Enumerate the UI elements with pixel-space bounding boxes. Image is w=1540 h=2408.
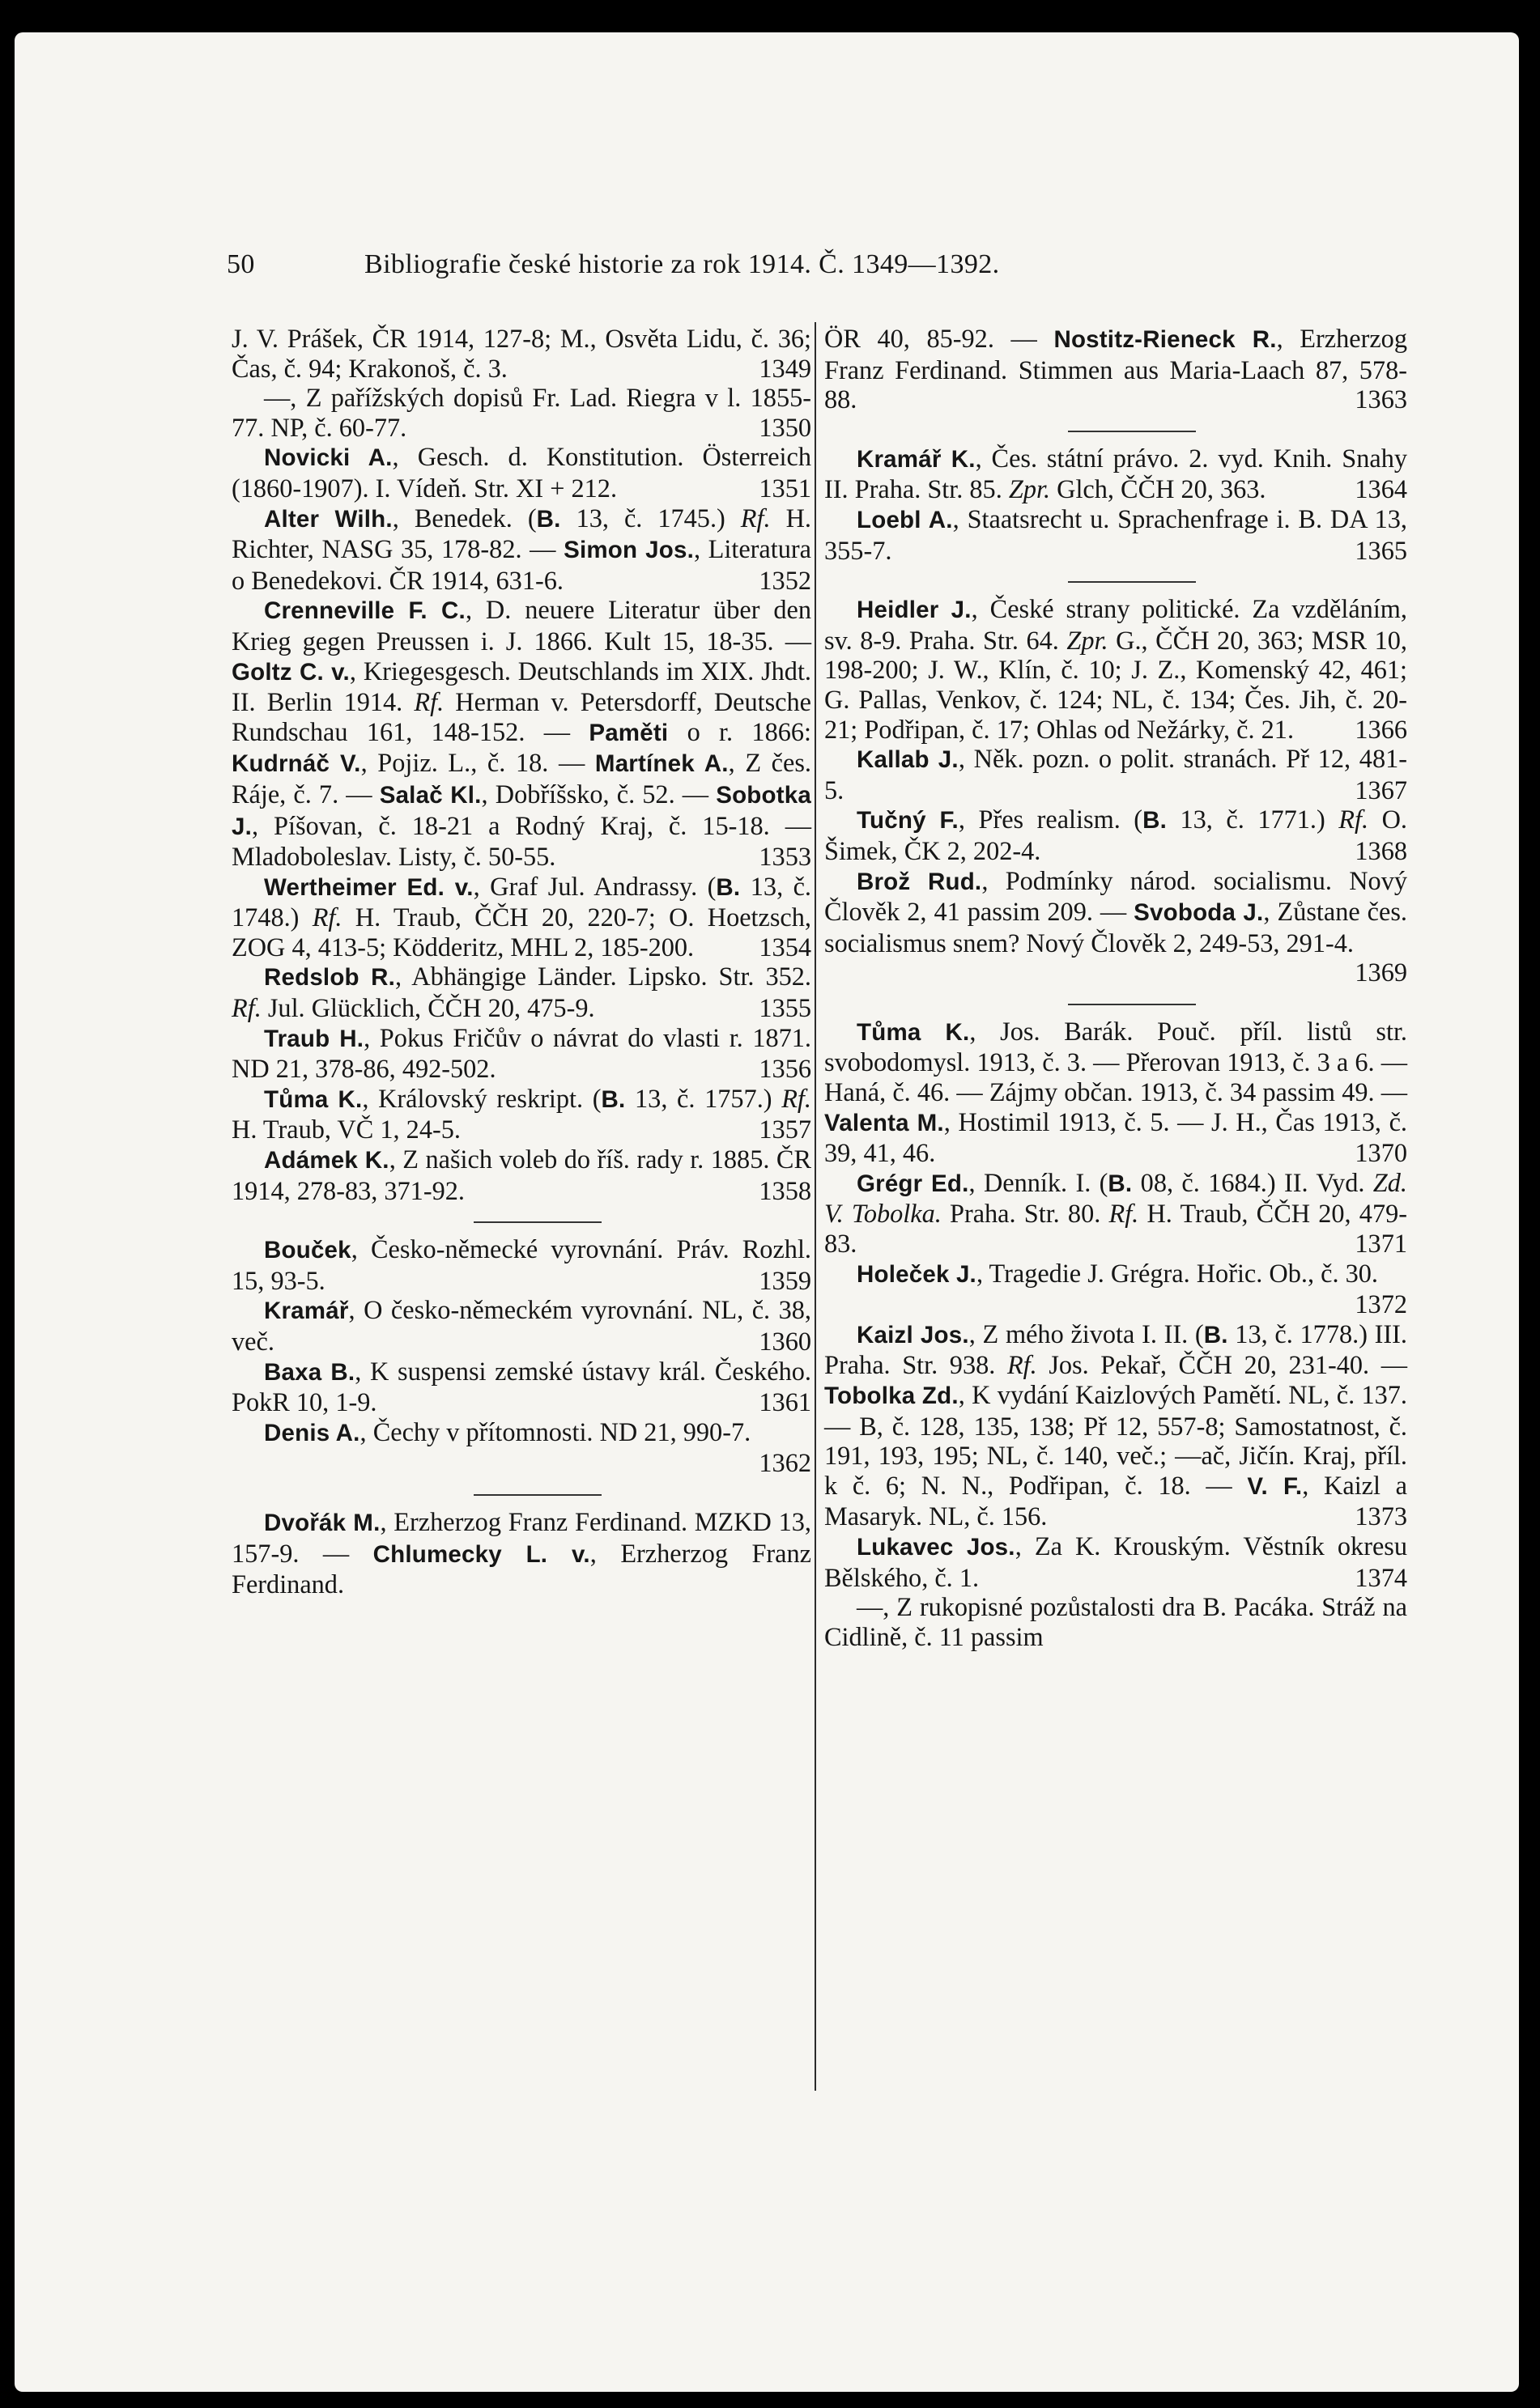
author-name: Loebl A. [857,506,953,533]
author-name: Heidler J. [857,597,972,624]
entry-1349 [232,324,811,383]
entry-text: , Erzherzog Franz Ferdinand. MZKD 13, 157-9. — [232,1506,811,1568]
author-name: Nostitz-Rieneck R. [1053,326,1277,353]
running-title: Bibliografie české historie za rok 1914. Č. 1349—1392. [364,249,1000,279]
entry-number: 1362 [759,1448,811,1478]
review-marker: Zpr. [1008,474,1051,504]
author-name: Baxa B. [264,1358,355,1386]
entry-text: H. Traub, ČČH 20, 220-7; O. Hoetzsch, ZOG 4, 413-5; Ködderitz, MHL 2, 185-200. [232,902,811,962]
entry-text: , Erzherzog Franz Ferdinand. [232,1538,811,1599]
entry-number: 1349 [759,353,811,383]
entry-number: 1352 [759,565,811,595]
author-name: Kudrnáč V. [232,750,361,778]
entry-text: 13, č. 1757.) [625,1083,782,1113]
review-marker: Rf. [312,902,342,932]
entry-1357 [232,1084,811,1145]
entry-text: , Staatsrecht u. Sprachenfrage i. B. DA 13, 355-7. [824,503,1407,565]
entry-text: , Tragedie J. Grégra. Hořic. Ob., č. 30. [976,1258,1378,1288]
bibliography-ref: B. [716,873,741,901]
author-name: Dvořák M. [264,1509,381,1536]
section-rule [1068,1004,1196,1005]
entry-text: , Denník. I. ( [968,1167,1108,1197]
entry-text: , Pojiz. L., č. 18. — [360,748,595,778]
entry-text: o r. 1866: [668,716,811,746]
entry-number: 1359 [759,1265,811,1295]
author-name: Valenta M. [824,1109,944,1136]
author-name: Tučný F. [857,807,959,835]
section-rule [1068,431,1196,432]
entry-1366 [824,594,1407,744]
author-name: Kramář [264,1297,349,1325]
entry-1353 [232,595,811,871]
entry-text: , Česko-německé vyrovnání. Práv. Rozhl. 15, 93-5. [232,1234,811,1295]
entry-number: 1374 [1355,1562,1407,1592]
author-name: Adámek K. [264,1147,389,1174]
author-name: Salač Kl. [379,781,482,809]
author-name: Wertheimer Ed. v. [264,873,474,901]
entry-text: , Abhängige Länder. Lipsko. Str. 352. [395,962,812,992]
entry-text: , Zůstane čes. socialismus snem? Nový Člověk 2, 249-53, 291-4. [824,897,1407,958]
entry-text: H. Traub, VČ 1, 24-5. [232,1115,461,1145]
entry-text: , Jos. Barák. Pouč. příl. listů str. svobodomysl. 1913, č. 3. — Přerovan 1913, č. 3 a 6. — Haná, č. 46. — Zájmy občan. 1913, č. 34 passim 49. — [824,1016,1407,1107]
entry-number: 1364 [1355,474,1407,504]
review-marker: Zpr. [1066,625,1108,655]
entry-text: Jul. Glücklich, ČČH 20, 475-9. [261,993,595,1023]
entry-text: , Z mého života I. II. ( [968,1319,1204,1348]
entry-number: 1355 [759,993,811,1023]
entry-text: , Královský reskript. ( [362,1083,602,1113]
author-name: V. F. [1247,1472,1303,1500]
entry-number: 1356 [759,1054,811,1084]
entry-1350 [232,383,811,442]
author-name: Bouček [264,1237,351,1264]
entry-text: , Něk. pozn. o polit. stranách. Př 12, 481-5. [824,744,1407,805]
author-name: Tobolka Zd. [824,1382,959,1409]
entry-number: 1357 [759,1115,811,1145]
author-name: Simon Jos. [564,537,694,564]
author-name: Tůma K. [264,1085,363,1113]
entry-text: , K suspensi zemské ústavy král. Českého. PokR 10, 1-9. [232,1356,811,1417]
author-name: Goltz C. v. [232,658,350,686]
author-name: Novicki A. [264,444,393,472]
entry-1367 [824,744,1407,805]
entry-text: , Kaizl a Masaryk. NL, č. 156. [824,1470,1407,1531]
section-rule [474,1494,602,1496]
entry-text: 13, č. 1771.) [1166,805,1339,835]
entry-1358 [232,1145,811,1205]
entry-text: 08, č. 1684.) II. Vyd. [1132,1167,1373,1197]
entry-text: , Dobříšsko, č. 52. — [481,779,717,809]
entry-number: 1372 [1355,1289,1407,1319]
entry-number: 1350 [759,412,811,442]
entry-number: 1367 [1355,775,1407,805]
entry-1362 [232,1417,811,1478]
entry-text: , Gesch. d. Konstitution. Österreich (1860-1907). I. Vídeň. Str. XI + 212. [232,442,811,503]
book-page [15,32,1519,2392]
review-marker: Rf. [414,687,445,717]
section-rule [474,1221,602,1223]
entry-text: , K vydání Kaizlových Pamětí. NL, č. 137. — B, č. 128, 135, 138; Př 12, 557-8; Samostatnost, č. 191, 193, 195; NL, č. 140, več.; —ač, Jičín. Kraj, příl. k č. 6; N. N., Podřipan, č. 18. — [824,1380,1407,1500]
bibliography-ref: B. [1108,1170,1133,1197]
entry-text: , Čechy v přítomnosti. ND 21, 990-7. [359,1416,751,1446]
entry-text: Herman v. Petersdorff, Deutsche Rundschau 161, 148-152. — [232,687,812,746]
entry-text: H. Richter, NASG 35, 178-82. — [232,503,811,564]
entry-text: , Erzherzog Franz Ferdinand. Stimmen aus Maria-Laach 87, 578-88. [824,324,1407,414]
entry-number: 1354 [759,932,811,962]
entry-text: , O česko-německém vyrovnání. NL, č. 38, več. [232,1295,811,1356]
entry-number: 1368 [1355,835,1407,865]
review-marker: Rf. [781,1083,811,1113]
entry-text: , Z našich voleb do říš. rady r. 1885. ČR 1914, 278-83, 371-92. [232,1145,811,1205]
entry-text: , Přes realism. ( [958,805,1143,835]
author-name: Svoboda J. [1134,899,1264,927]
entry-1365 [824,504,1407,565]
entry-text: 13, č. 1745.) [560,503,741,533]
entry-number: 1353 [759,842,811,872]
entry-number: 1361 [759,1387,811,1417]
entry-text: Jos. Pekař, ČČH 20, 231-40. — [1036,1350,1408,1380]
entry-text: , Kriegesgesch. Deutschlands im XIX. Jhdt. II. Berlin 1914. [232,656,811,717]
bibliography-ref: B. [1203,1321,1228,1348]
left-column [232,324,811,1599]
bibliography-ref: B. [536,505,561,533]
entry-text: 13, č. 1778.) III. Praha. Str. 938. [824,1319,1408,1380]
entry-text: G., ČČH 20, 363; MSR 10, 198-200; J. W., Klín, č. 10; J. Z., Komenský 42, 461; G. Pallas, Venkov, č. 124; NL, č. 134; Čes. Jih, č. 20-21; Podřipan, č. 17; Ohlas od Nežárky, č. 21. [824,625,1407,744]
entry-number: 1366 [1355,714,1407,744]
entry-1359 [232,1234,811,1295]
entry-1355 [232,962,811,1022]
review-marker: Rf. [232,993,262,1023]
entry-1363-start [232,1507,811,1599]
author-name: Martínek A. [594,750,729,778]
entry-text: —, Z rukopisné pozůstalosti dra B. Pacáka. Stráž na Cidlině, č. 11 passim [824,1592,1407,1651]
author-name: Holeček J. [857,1260,976,1288]
entry-number: 1360 [759,1327,811,1356]
author-name: Lukavec Jos. [857,1533,1015,1561]
entry-1361 [232,1357,811,1417]
entry-text: , Za K. Krouským. Věstník okresu Bělského, č. 1. [824,1531,1407,1592]
entry-1363-end [824,324,1407,414]
entry-text: , České strany politické. Za vzděláním, sv. 8-9. Praha. Str. 64. [824,594,1407,655]
author-name: Kramář K. [857,445,976,473]
entry-text: ÖR 40, 85-92. — [824,324,1054,353]
author-name: Tůma K. [857,1018,970,1046]
author-name: Grégr Ed. [857,1170,969,1197]
entry-text: , Z čes. Ráje, č. 7. — [232,748,811,809]
section-rule [1068,581,1196,583]
entry-text: , Graf Jul. Andrassy. ( [473,871,717,901]
entry-number: 1358 [759,1175,811,1205]
entry-text: Glch, ČČH 20, 363. [1050,474,1266,504]
review-marker: Rf. [1108,1199,1139,1229]
review-marker: Rf. [740,503,771,533]
author-name: Crenneville F. C. [264,597,466,625]
entry-1356 [232,1023,811,1084]
author-name: Sobotka J. [232,781,811,840]
entry-text: , Pokus Fričův o návrat do vlasti r. 1871. ND 21, 378-86, 492-502. [232,1022,811,1084]
review-marker: Rf. [1338,805,1369,835]
entry-text: Praha. Str. 80. [941,1199,1109,1229]
entry-text: 13, č. 1748.) [232,871,811,932]
entry-number: 1363 [1355,384,1407,414]
entry-number: 1351 [759,473,811,503]
entry-1375-start [824,1592,1407,1651]
author-name: Kallab J. [857,746,959,774]
entry-text: —, Z pařížských dopisů Fr. Lad. Riegra v l. 1855-77. NP, č. 60-77. [232,383,811,442]
page-header [227,249,1000,280]
entry-1374 [824,1531,1407,1592]
entry-text: , D. neuere Literatur über den Krieg gegen Preussen i. J. 1866. Kult 15, 18-35. — [232,595,811,656]
entry-1354 [232,872,811,962]
entry-1351 [232,442,811,503]
entry-1370 [824,1017,1407,1168]
review-marker: Rf. [1006,1350,1037,1380]
author-name: Kaizl Jos. [857,1321,969,1348]
entry-1369 [824,866,1407,987]
author-name: Denis A. [264,1419,360,1446]
entry-text: , Benedek. ( [392,503,537,533]
column-divider [815,322,816,2091]
entry-text: O. Šimek, ČK 2, 202-4. [824,805,1407,865]
entry-text: H. Traub, ČČH 20, 479-83. [824,1199,1408,1259]
entry-number: 1369 [1355,958,1407,987]
author-name: Redslob R. [264,964,395,992]
entry-1360 [232,1295,811,1356]
entry-text: , Hostimil 1913, č. 5. — J. H., Čas 1913, č. 39, 41, 46. [824,1106,1408,1168]
author-name: Alter Wilh. [264,505,393,533]
entry-number: 1365 [1355,535,1407,565]
entry-text: , Čes. státní právo. 2. vyd. Knih. Snahy II. Praha. Str. 85. [824,443,1407,504]
entry-text: , Píšovan, č. 18-21 a Rodný Kraj, č. 15-18. — Mladoboleslav. Listy, č. 50-55. [232,810,811,872]
series-title: Paměti [589,719,669,746]
entry-number: 1373 [1355,1501,1407,1531]
entry-1364 [824,444,1407,504]
right-column [824,324,1407,1651]
author-name: Traub H. [264,1025,364,1052]
entry-1371 [824,1168,1407,1259]
entry-1368 [824,805,1407,865]
author-name: Chlumecky L. v. [372,1540,590,1568]
bibliography-ref: B. [1142,807,1167,835]
entry-number: 1371 [1355,1229,1407,1259]
entry-1372 [824,1259,1407,1319]
entry-text: , Podmínky národ. socialismu. Nový Člověk 2, 41 passim 209. — [824,865,1407,927]
editor-name: Zd. V. Tobolka. [824,1167,1407,1229]
entry-1373 [824,1319,1407,1531]
author-name: Brož Rud. [857,868,982,895]
entry-text: J. V. Prášek, ČR 1914, 127-8; M., Osvěta Lidu, č. 36; Čas, č. 94; Krakonoš, č. 3. [232,324,811,383]
bibliography-ref: B. [601,1085,626,1113]
entry-1352 [232,503,811,596]
entry-text: , Literatura o Benedekovi. ČR 1914, 631-6. [232,534,811,595]
page-number: 50 [227,249,255,279]
entry-number: 1370 [1355,1138,1407,1168]
